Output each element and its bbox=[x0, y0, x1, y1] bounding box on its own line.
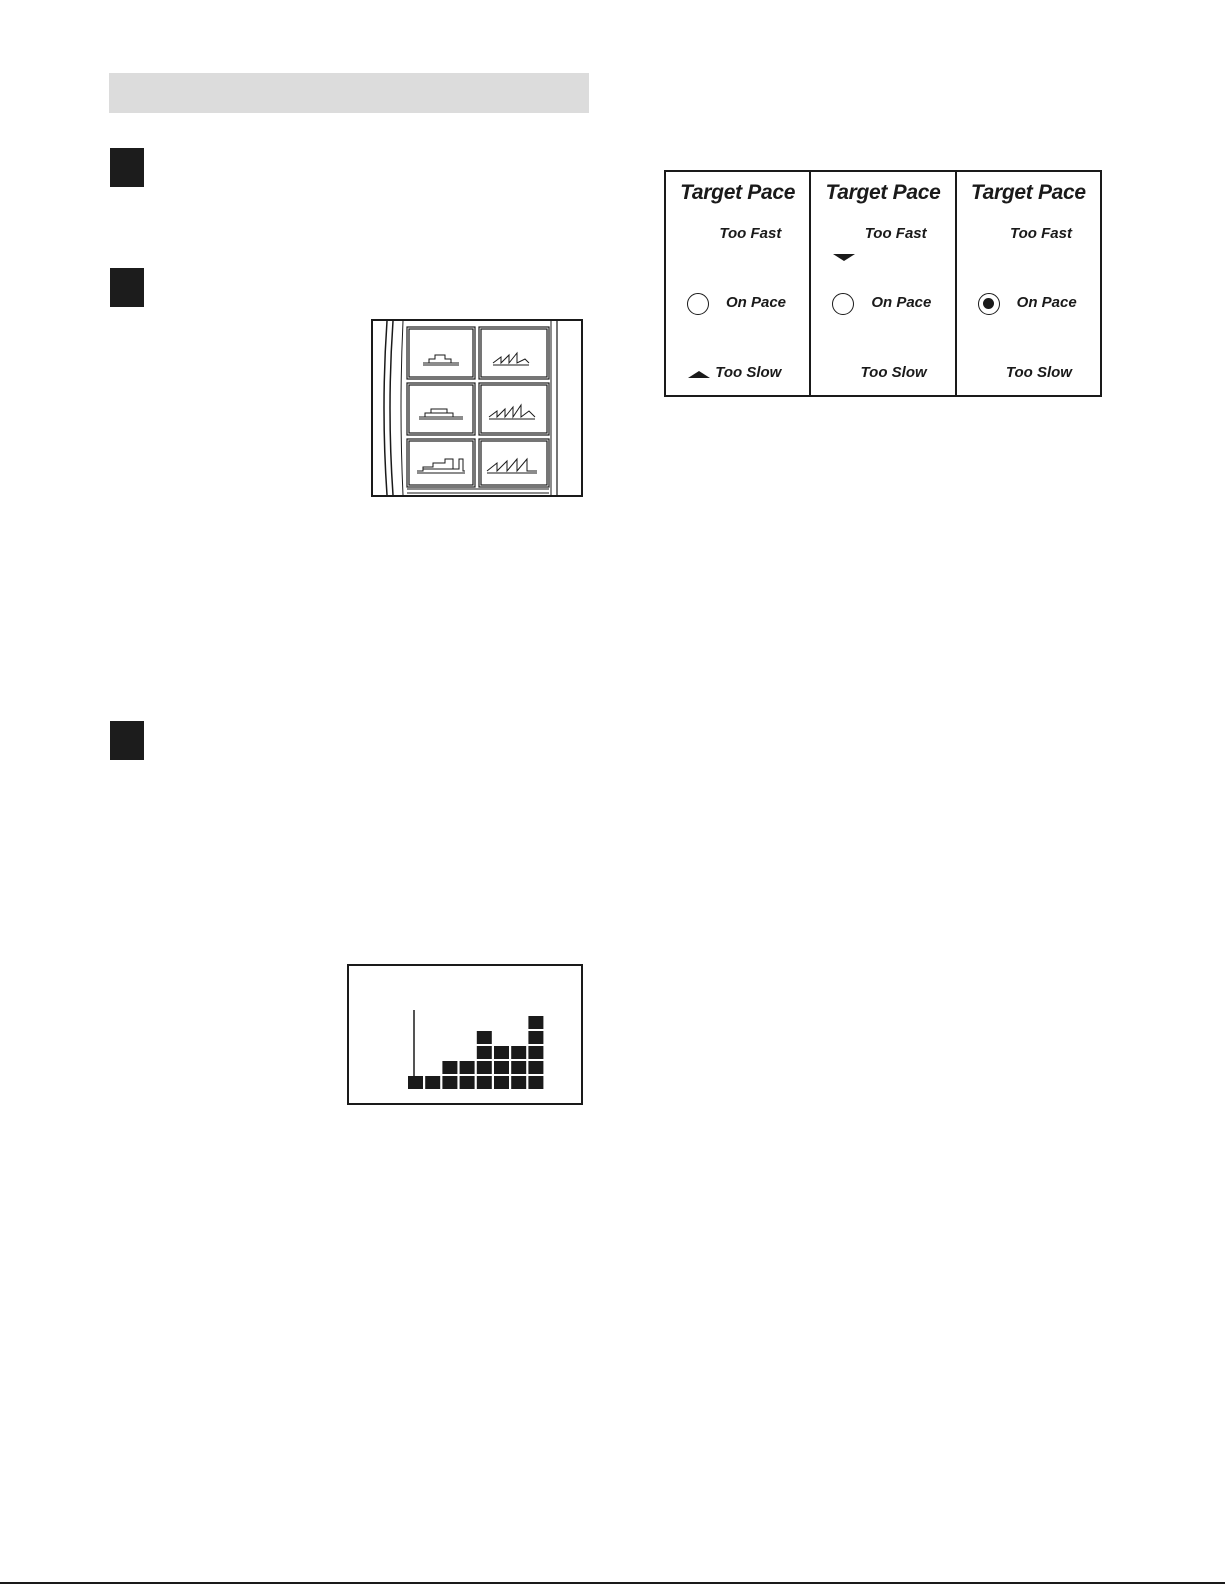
too-fast-label: Too Fast bbox=[719, 225, 782, 242]
on-pace-label: On Pace bbox=[1016, 294, 1077, 311]
interval-profile-1-icon bbox=[493, 353, 529, 365]
profile-block bbox=[460, 1076, 475, 1089]
step-marker-3 bbox=[110, 721, 144, 760]
profile-block bbox=[494, 1076, 509, 1089]
profile-block bbox=[425, 1076, 440, 1089]
profile-block bbox=[528, 1076, 543, 1089]
profile-block bbox=[494, 1046, 509, 1059]
profile-block bbox=[477, 1046, 492, 1059]
hill-profile-3-icon bbox=[417, 459, 465, 473]
pace-title: Target Pace bbox=[825, 181, 941, 204]
profile-display bbox=[347, 964, 583, 1105]
profile-block bbox=[528, 1061, 543, 1074]
step-marker-1 bbox=[110, 148, 144, 187]
too-fast-label: Too Fast bbox=[864, 225, 927, 242]
too-fast-label: Too Fast bbox=[1010, 225, 1072, 242]
workout-buttons-drawing bbox=[373, 321, 581, 495]
profile-block bbox=[442, 1076, 457, 1089]
profile-block bbox=[511, 1076, 526, 1089]
pace-title: Target Pace bbox=[970, 181, 1086, 204]
profile-block bbox=[408, 1076, 423, 1089]
on-pace-label: On Pace bbox=[726, 294, 787, 311]
on-pace-led bbox=[832, 293, 854, 315]
profile-block bbox=[528, 1016, 543, 1029]
profile-block bbox=[528, 1046, 543, 1059]
too-slow-label: Too Slow bbox=[715, 364, 782, 381]
hill-profile-2-icon bbox=[419, 409, 463, 419]
too-slow-label: Too Slow bbox=[1005, 364, 1072, 381]
on-pace-led bbox=[687, 293, 709, 315]
section-header-bar bbox=[109, 73, 589, 113]
arrow-down-icon bbox=[833, 254, 855, 261]
page-bottom-rule bbox=[0, 1582, 1225, 1584]
pace-title: Target Pace bbox=[680, 181, 796, 204]
step-marker-2 bbox=[110, 268, 144, 307]
interval-profile-3-icon bbox=[487, 459, 537, 473]
hill-profile-1-icon bbox=[423, 355, 459, 365]
workout-buttons-illustration bbox=[371, 319, 583, 497]
profile-block bbox=[477, 1076, 492, 1089]
profile-block bbox=[528, 1031, 543, 1044]
profile-block bbox=[460, 1061, 475, 1074]
too-slow-label: Too Slow bbox=[860, 364, 927, 381]
profile-block bbox=[442, 1061, 457, 1074]
profile-block bbox=[511, 1046, 526, 1059]
profile-block bbox=[477, 1061, 492, 1074]
on-pace-led-lit bbox=[978, 293, 1000, 315]
target-pace-panels bbox=[664, 170, 1102, 397]
profile-block bbox=[511, 1061, 526, 1074]
profile-block bbox=[477, 1031, 492, 1044]
target-pace-panel-too-fast bbox=[811, 172, 956, 395]
target-pace-panel-on-pace bbox=[957, 172, 1100, 395]
arrow-up-icon bbox=[688, 371, 710, 378]
interval-profile-2-icon bbox=[489, 405, 535, 419]
profile-bar-chart bbox=[349, 966, 581, 1103]
target-pace-panel-too-slow bbox=[666, 172, 811, 395]
profile-block bbox=[494, 1061, 509, 1074]
on-pace-label: On Pace bbox=[871, 294, 932, 311]
